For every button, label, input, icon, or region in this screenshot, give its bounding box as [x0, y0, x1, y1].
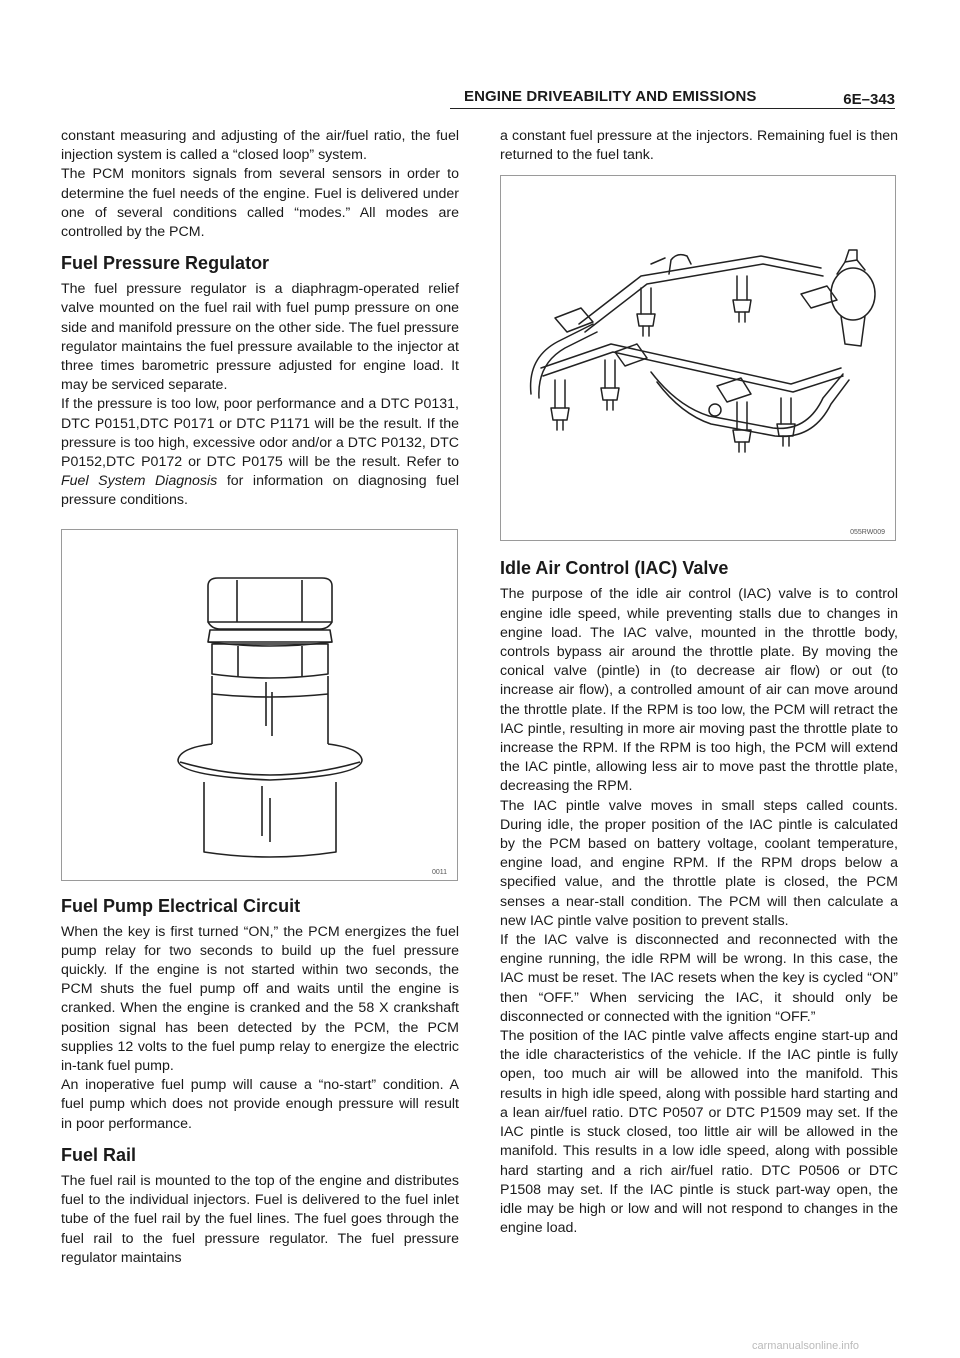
iac-paragraph: The purpose of the idle air control (IAC) valve is to control engine idle speed, while preventing stalls due to changes in engine load. The IAC valve, mounted in the throttle body, controls bypass air around the throttle plate. By moving the conical valve (pintle) in (to decrease air flow) or out (to increase air flow), a controlled amount of air can move around the throttle plate. If the RPM is too low, the PCM will retract the IAC pintle, resulting in more air moving past the throttle plate to increase the RPM. If the RPM is too high, the PCM will extend the IAC pintle, allowing less air to move past the throttle plate, decreasing the RPM.	[500, 586, 898, 795]
fuel-system-diagnosis-reference: Fuel System Diagnosis	[61, 473, 218, 490]
fuel-rail-illustration	[501, 176, 897, 542]
fpec-paragraph: When the key is first turned “ON,” the PCM energizes the fuel pump relay for two seconds to build up the fuel pressure quickly. If the engine is not started within two seconds, the PCM shuts the fuel pump off and waits until the engine is cranked. When the engine is cranked and the 58 X crankshaft position signal has been detected by the PCM, the PCM supplies 12 volts to the fuel pump relay to energize the electric in-tank fuel pump.	[61, 923, 459, 1075]
figure-code: 055RW009	[850, 529, 885, 537]
fuel-pressure-regulator-illustration	[62, 530, 459, 882]
fpr-paragraph	[61, 395, 459, 510]
page-header	[450, 88, 895, 116]
intro-paragraph: constant measuring and adjusting of the air/fuel ratio, the fuel injection system is called a “closed loop” system.	[61, 128, 459, 164]
fpr-text-tail: for information on diagnosing fuel pressure conditions.	[61, 473, 459, 509]
fpr-paragraph: The fuel pressure regulator is a diaphragm-operated relief valve mounted on the fuel rail with fuel pump pressure on one side and manifold pressure on the other side. The fuel pressure regulator maintains the fuel pressure available to the injector at three times barometric pressure adjusted for engine load. It may be serviced separate.	[61, 281, 460, 394]
header-rule	[450, 108, 895, 109]
section-title: ENGINE DRIVEABILITY AND EMISSIONS	[464, 88, 757, 105]
fpr-text: If the pressure is too low, poor performance and a DTC P0131, DTC P0151,DTC P0171 or DTC P1171 will be the result. If the pressure is too high, excessive odor and/or a DTC P0132, DTC P0152,DTC P0172 or DTC P0175 will be the result. Refer to	[61, 396, 459, 471]
fuel-pressure-regulator-heading: Fuel Pressure Regulator	[61, 253, 270, 274]
intro-paragraph: a constant fuel pressure at the injectors. Remaining fuel is then returned to the fuel tank.	[500, 128, 898, 164]
fuel-rail-figure	[500, 175, 896, 541]
fpec-paragraph: An inoperative fuel pump will cause a “no-start” condition. A fuel pump which does not provide enough pressure will result in poor performance.	[61, 1077, 459, 1132]
figure-code: 0011	[431, 868, 447, 876]
site-watermark: carmanualsonline.info	[752, 1340, 860, 1352]
iac-paragraph: The IAC pintle valve moves in small steps called counts. During idle, the proper position of the IAC pintle is calculated by the PCM based on battery voltage, coolant temperature, engine load, and engine RPM. If the RPM drops below a specified value, and the throttle plate is closed, the PCM senses a near-stall condition. The PCM will then calculate a new IAC pintle valve position to prevent stalls.	[500, 797, 898, 929]
fuel-rail-heading: Fuel Rail	[61, 1144, 137, 1165]
fuel-pump-electrical-circuit-heading: Fuel Pump Electrical Circuit	[61, 895, 301, 916]
left-column	[61, 127, 459, 1268]
iac-paragraph: If the IAC valve is disconnected and reconnected with the engine running, the idle RPM will be wrong. In this case, the IAC must be reset. The IAC resets when the key is cycled “ON” then “OFF.” When servicing the IAC, it should only be disconnected or connected with the ignition “OFF.”	[500, 932, 898, 1025]
fuel-rail-paragraph: The fuel rail is mounted to the top of the engine and distributes fuel to the individual injectors. Fuel is delivered to the fuel inlet tube of the fuel rail by the fuel lines. The fuel goes through the fuel rail to the fuel pressure regulator. The fuel pressure regulator maintains	[61, 1172, 459, 1266]
iac-paragraph: The position of the IAC pintle valve affects engine start-up and the idle characteristics of the vehicle. If the IAC pintle is fully open, too much air will be allowed into the manifold. This results in high idle speed, along with possible hard starting and a lean air/fuel ratio. DTC P0507 or DTC P1509 may set. If the IAC pintle is stuck closed, too little air will be allowed in the manifold. This results in a low idle speed, along with possible hard starting and a rich air/fuel ratio. DTC P0506 or DTC P1508 may set. If the IAC pintle is stuck part-way open, the idle may be high or low and will not respond to changes in the engine load.	[500, 1028, 898, 1237]
idle-air-control-heading: Idle Air Control (IAC) Valve	[500, 558, 729, 579]
fuel-pressure-regulator-figure	[61, 529, 458, 881]
right-column	[500, 127, 898, 1238]
intro-paragraph: The PCM monitors signals from several sensors in order to determine the fuel needs of the engine. Fuel is delivered under one of several conditions called “modes.” All modes are controlled by the PCM.	[61, 166, 459, 241]
page-number: 6E–343	[843, 91, 895, 108]
